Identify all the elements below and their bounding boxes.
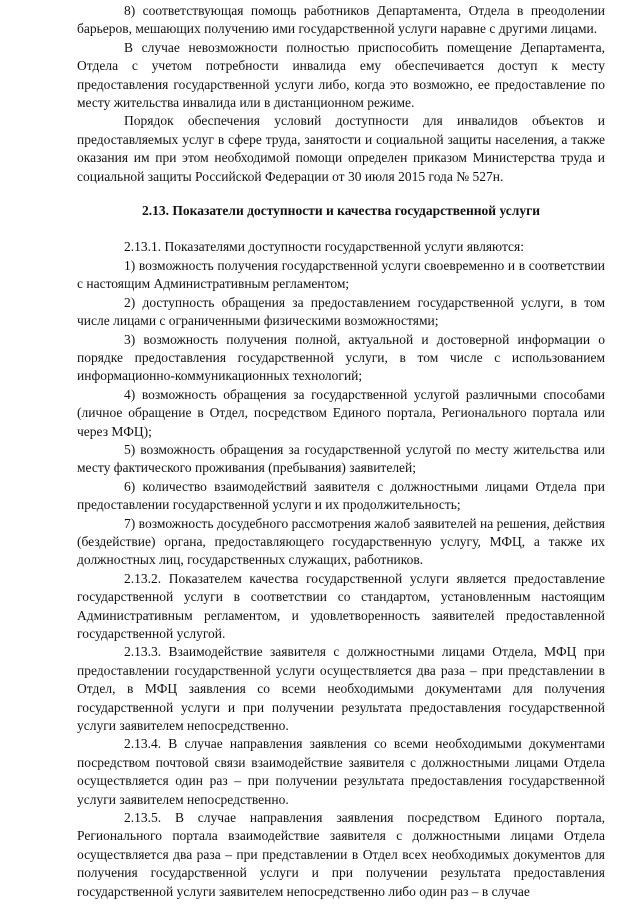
paragraph-2-13-3: 2.13.3. Взаимодействие заявителя с должностными лицами Отдела, МФЦ при предоставлении государственной услуги осуществляется два раза – при представлении в Отдел, в МФЦ заявления со всеми необходимыми документами для получения государственной услуги и при получении результата предоставления государственной услуги заявителем непосредственно. bbox=[77, 644, 605, 734]
list-item-1: 1) возможность получения государственной услуги своевременно и в соответствии с настоящим Административным регламентом; bbox=[77, 257, 605, 292]
list-item-3: 3) возможность получения полной, актуальной и достоверной информации о порядке предоставления государственной услуги, в том числе с использованием информационно-коммуникационных технологий; bbox=[77, 331, 605, 384]
paragraph-2-13-2: 2.13.2. Показателем качества государственной услуги является предоставление государственной услуги в соответствии со стандартом, установленным настоящим Административным регламентом, и удовлетворенность заявителей предоставленной государственной услугой. bbox=[77, 570, 605, 641]
paragraph-2-13-4: 2.13.4. В случае направления заявления со всеми необходимыми документами посредством почтовой связи взаимодействие заявителя с должностными лицами Отдела осуществляется один раз – при получении результата предоставления государственной услуги заявителем непосредственно. bbox=[77, 736, 605, 807]
section-heading: 2.13. Показатели доступности и качества государственной услуги bbox=[142, 203, 540, 219]
paragraph-2-13-1: 2.13.1. Показателями доступности государственной услуги являются: bbox=[124, 239, 524, 255]
paragraph-2-13-5: 2.13.5. В случае направления заявления посредством Единого портала, Регионального портала взаимодействие заявителя с должностными лицами Отдела осуществляется два раза – при представлении в Отдел всех необходимых документов для получения государственной услуги и при получении результата предоставления государственной услуги заявителем непосредственно либо один раз – в случае bbox=[77, 810, 605, 899]
paragraph-accessibility-order: Порядок обеспечения условий доступности для инвалидов объектов и предоставляемых услуг в сфере труда, занятости и социальной защиты населения, а также оказания им при этом необходимой помощи определен приказом Министерства труда и социальной защиты Российской Федерации от 30 июля 2015 года № 527н. bbox=[77, 113, 605, 184]
list-item-6: 6) количество взаимодействий заявителя с должностными лицами Отдела при предоставлении государственной услуги и их продолжительность; bbox=[77, 478, 605, 513]
paragraph-item-8-assistance: 8) соответствующая помощь работников Департамента, Отдела в преодолении барьеров, мешающих получению ими государственной услуги наравне с другими лицами. bbox=[77, 3, 605, 37]
list-item-7: 7) возможность досудебного рассмотрения жалоб заявителей на решения, действия (бездействие) органа, предоставляющего государственную услугу, МФЦ, а также их должностных лиц, государственных служащих, работников. bbox=[77, 515, 605, 568]
list-item-2: 2) доступность обращения за предоставлением государственной услуги, в том числе лицами с ограниченными физическими возможностями; bbox=[77, 294, 605, 329]
document-page bbox=[77, 2, 605, 901]
list-item-4: 4) возможность обращения за государственной услугой различными способами (личное обращение в Отдел, посредством Единого портала, Регионального портала или через МФЦ); bbox=[77, 386, 605, 439]
list-item-5: 5) возможность обращения за государственной услугой по месту жительства или месту фактического проживания (пребывания) заявителей; bbox=[77, 441, 605, 476]
paragraph-adaptation-impossible: В случае невозможности полностью приспособить помещение Департамента, Отдела с учетом потребности инвалида ему обеспечивается доступ к месту предоставления государственной услуги либо, когда это возможно, ее предоставление по месту жительства инвалида или в дистанционном режиме. bbox=[77, 39, 605, 111]
